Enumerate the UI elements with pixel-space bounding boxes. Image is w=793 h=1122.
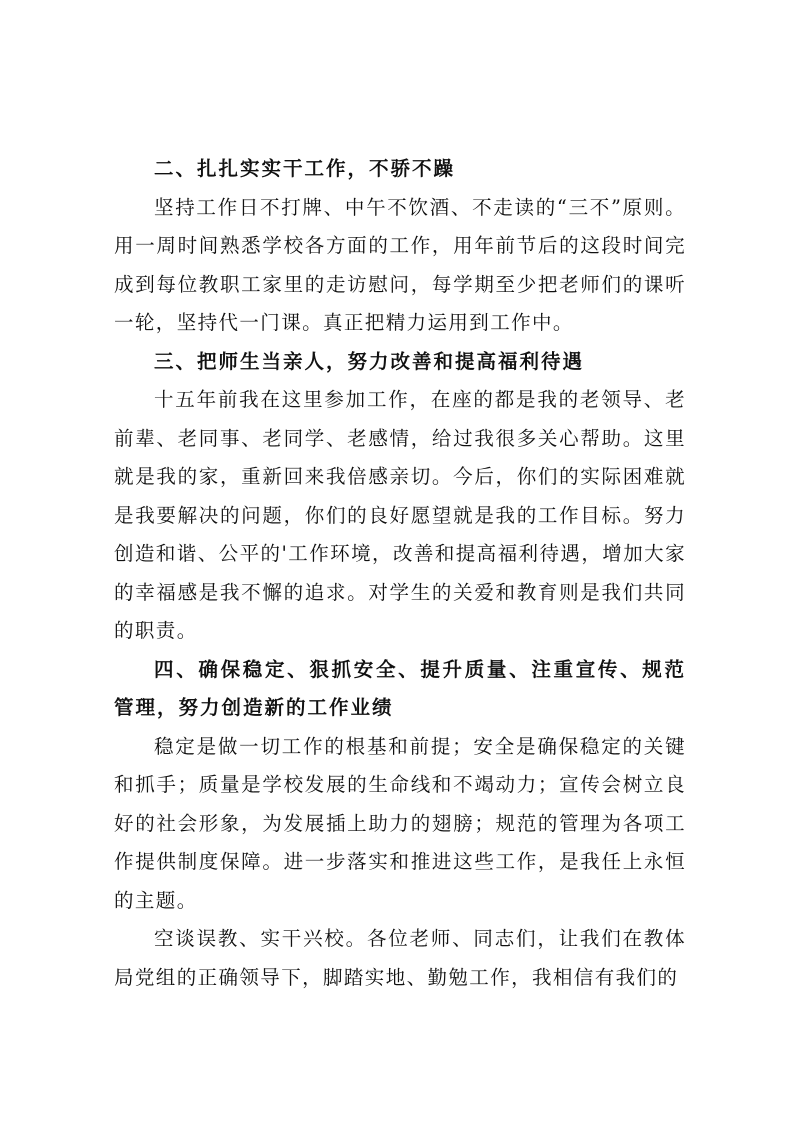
section-heading-2: 二、扎扎实实干工作，不骄不躁 [154,157,456,180]
section-heading-3: 三、把师生当亲人，努力改善和提高福利待遇 [154,349,585,373]
section-body-3: 十五年前我在这里参加工作，在座的都是我的老领导、老前辈、老同事、老同学、老感情，给过我很多关心帮助。这里就是我的家，重新回来我倍感亲切。今后，你们的实际困难就是我要解决的问题，你们的良好愿望就是我的工作目标。努力创造和谐、公平的'工作环境，改善和提高福利待遇，增加大家的幸福感是我不懈的追求。对学生的关爱和教育则是我们共同的职责。 [114,388,686,642]
section-body-4: 稳定是做一切工作的根基和前提；安全是确保稳定的关键和抓手；质量是学校发展的生命线和不竭动力；宣传会树立良好的社会形象，为发展插上助力的翅膀；规范的管理为各项工作提供制度保障。进一步落实和推进这些工作，是我任上永恒的主题。 [114,734,686,912]
section-heading-4: 四、确保稳定、狠抓安全、提升质量、注重宣传、规范管理，努力创造新的工作业绩 [114,657,686,719]
closing-paragraph: 空谈误教、实干兴校。各位老师、同志们，让我们在教体局党组的正确领导下，脚踏实地、勤勉工作，我相信有我们的 [114,927,686,989]
section-body-2: 坚持工作日不打牌、中午不饮酒、不走读的“三不”原则。用一周时间熟悉学校各方面的工作，用年前节后的这段时间完成到每位教职工家里的走访慰问，每学期至少把老师们的课听一轮，坚持代一门课。真正把精力运用到工作中。 [114,195,686,334]
document-body [114,150,686,997]
